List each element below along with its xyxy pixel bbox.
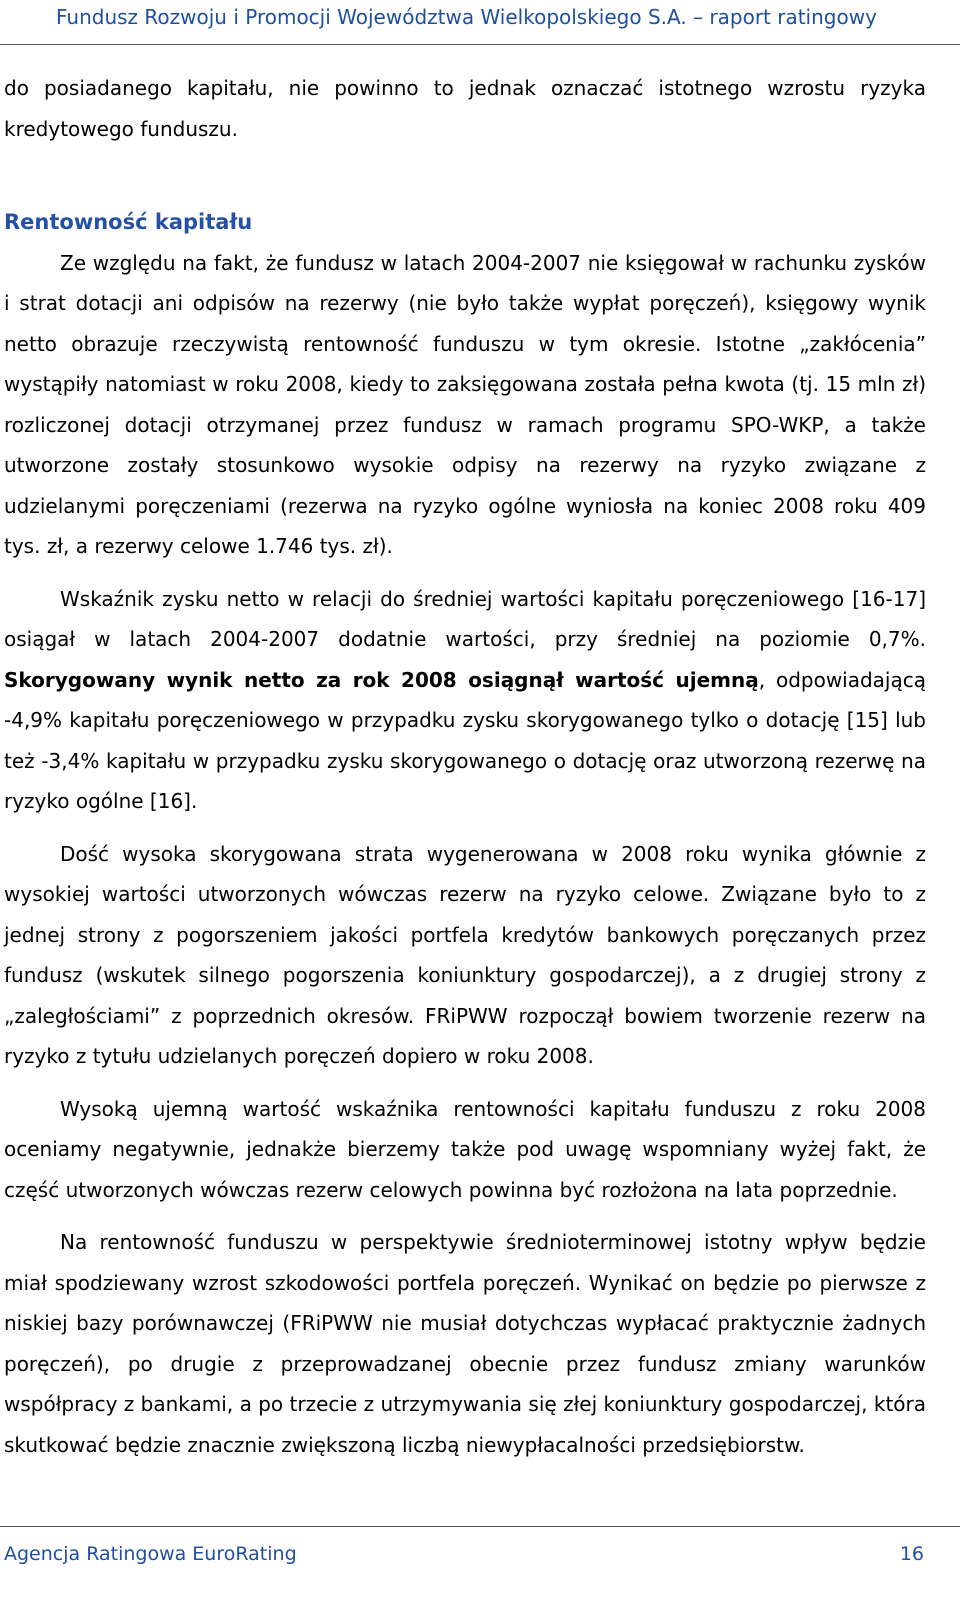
footer-agency: Agencja Ratingowa EuroRating [4, 1543, 297, 1565]
header-title: Fundusz Rozwoju i Promocji Województwa Wielkopolskiego S.A. – raport ratingowy [56, 5, 877, 29]
header-divider [0, 44, 960, 45]
paragraph-2-start: Wskaźnik zysku netto w relacji do średniej wartości kapitału poręczeniowego [16-17] osiągał w latach 2004-2007 dodatnie wartości, przy średniej na poziomie 0,7%. [4, 586, 926, 651]
paragraph-2 [4, 579, 926, 822]
page-number: 16 [899, 1543, 924, 1565]
continuation-paragraph: do posiadanego kapitału, nie powinno to jednak oznaczać istotnego wzrostu ryzyka kredytowego funduszu. [4, 76, 926, 141]
page-header [0, 0, 960, 46]
paragraph-3: Dość wysoka skorygowana strata wygenerowana w 2008 roku wynika głównie z wysokiej wartości utworzonych wówczas rezerw na ryzyko celowe. Związane było to z jednej strony z pogorszeniem jakości portfela kredytów bankowych poręczanych przez fundusz (wskutek silnego pogorszenia koniunktury gospodarczej), a z drugiej strony z „zaległościami” z poprzednich okresów. FRiPWW rozpoczął bowiem tworzenie rezerw na ryzyko z tytułu udzielanych poręczeń dopiero w roku 2008. [4, 841, 926, 1068]
document-body [4, 68, 926, 1477]
paragraph-4: Wysoką ujemną wartość wskaźnika rentowności kapitału funduszu z roku 2008 oceniamy negatywnie, jednakże bierzemy także pod uwagę wspomniany wyżej fakt, że część utworzonych wówczas rezerw celowych powinna być rozłożona na lata poprzednie. [4, 1096, 926, 1202]
paragraph-2-end: , odpowiadającą -4,9% kapitału poręczeniowego w przypadku zysku skorygowanego tylko o dotację [15] lub też -3,4% kapitału w przypadku zysku skorygowanego o dotację oraz utworzoną rezerwę na ryzyko ogólne [16]. [4, 667, 927, 813]
paragraph-5: Na rentowność funduszu w perspektywie średnioterminowej istotny wpływ będzie miał spodziewany wzrost szkodowości portfela poręczeń. Wynikać on będzie po pierwsze z niskiej bazy porównawczej (FRiPWW nie musiał dotychczas wypłacać praktycznie żadnych poręczeń), po drugie z przeprowadzanej obecnie przez fundusz zmiany warunków współpracy z bankami, a po trzecie z utrzymywania się złej koniunktury gospodarczej, która skutkować będzie znacznie zwiększoną liczbą niewypłacalności przedsiębiorstw. [4, 1230, 926, 1457]
footer-divider [0, 1526, 960, 1527]
paragraph-2-bold: Skorygowany wynik netto za rok 2008 osiągnął wartość ujemną [4, 667, 759, 692]
paragraph-1: Ze względu na fakt, że fundusz w latach 2004-2007 nie księgował w rachunku zysków i strat dotacji ani odpisów na rezerwy (nie było także wypłat poręczeń), księgowy wynik netto obrazuje rzeczywistą rentowność funduszu w tym okresie. Istotne „zakłócenia” wystąpiły natomiast w roku 2008, kiedy to zaksięgowana została pełna kwota (tj. 15 mln zł) rozliczonej dotacji otrzymanej przez fundusz w ramach programu SPO-WKP, a także utworzone zostały stosunkowo wysokie odpisy na rezerwy na ryzyko związane z udzielanymi poręczeniami (rezerwa na ryzyko ogólne wyniosła na koniec 2008 roku 409 tys. zł, a rezerwy celowe 1.746 tys. zł). [4, 250, 926, 558]
section-heading: Rentowność kapitału [4, 210, 253, 234]
